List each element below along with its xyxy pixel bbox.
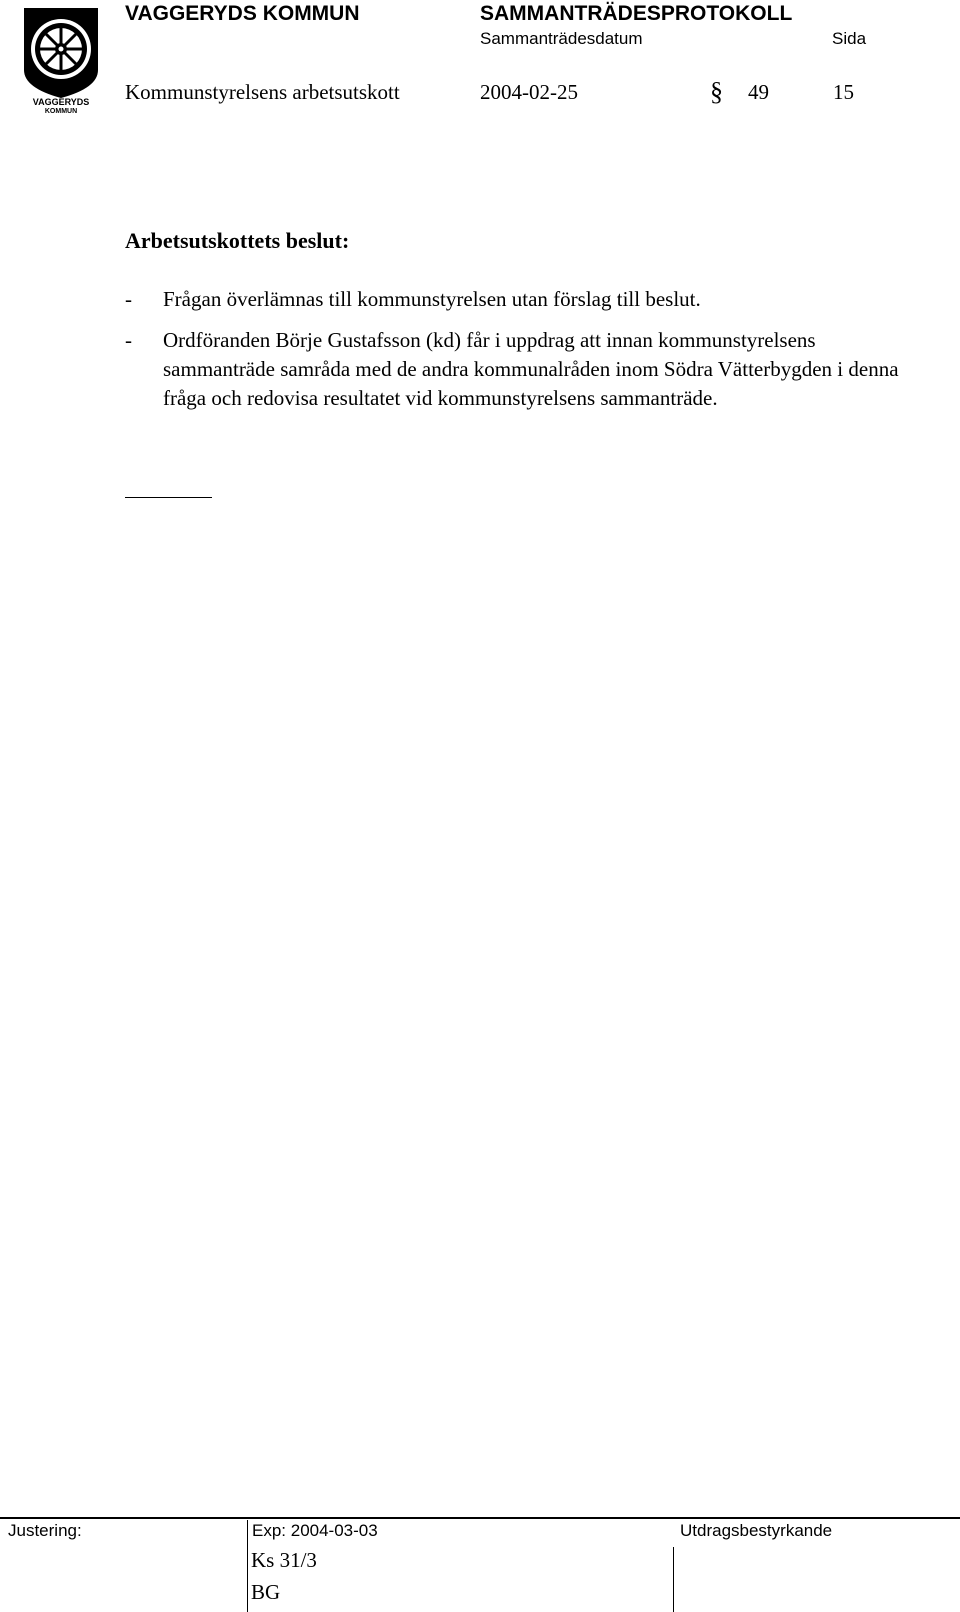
- footer-column-divider: [673, 1547, 674, 1612]
- paragraph-number: 49: [748, 80, 769, 104]
- page-number: 15: [833, 80, 854, 104]
- decision-heading: Arbetsutskottets beslut:: [125, 228, 350, 253]
- decision-item-text: Ordföranden Börje Gustafsson (kd) får i uppdrag att innan kommunstyrelsens sammanträde samråda med de andra kommunalråden inom Södra Vätterbygden i denna fråga och redovisa resultatet vid kommunstyrelsens sammanträde.: [163, 328, 899, 410]
- svg-text:VAGGERYDS: VAGGERYDS: [32, 97, 90, 107]
- meeting-date: 2004-02-25: [480, 80, 578, 104]
- municipality-name: VAGGERYDS KOMMUN: [125, 2, 360, 25]
- decision-item: [125, 326, 925, 413]
- page-label: Sida: [832, 29, 867, 48]
- section-divider: [125, 497, 212, 498]
- initials: BG: [251, 1580, 281, 1604]
- committee-name: Kommunstyrelsens arbetsutskott: [125, 80, 400, 104]
- municipality-logo: [20, 4, 102, 114]
- footer-divider: [0, 1517, 960, 1519]
- bullet-dash: -: [125, 287, 132, 311]
- utdragsbestyrkande-label: Utdragsbestyrkande: [680, 1521, 833, 1540]
- expedition-date: Exp: 2004-03-03: [252, 1521, 378, 1540]
- paragraph-symbol: §: [710, 77, 723, 106]
- footer-column-divider: [247, 1520, 248, 1612]
- meeting-date-label: Sammanträdesdatum: [480, 29, 643, 48]
- justering-label: Justering:: [8, 1521, 82, 1540]
- case-reference: Ks 31/3: [251, 1548, 317, 1572]
- decision-item-text: Frågan överlämnas till kommunstyrelsen utan förslag till beslut.: [163, 287, 701, 311]
- document-type: SAMMANTRÄDESPROTOKOLL: [480, 2, 793, 25]
- svg-text:KOMMUN: KOMMUN: [44, 108, 78, 114]
- decision-item: [125, 285, 925, 314]
- bullet-dash: -: [125, 328, 132, 352]
